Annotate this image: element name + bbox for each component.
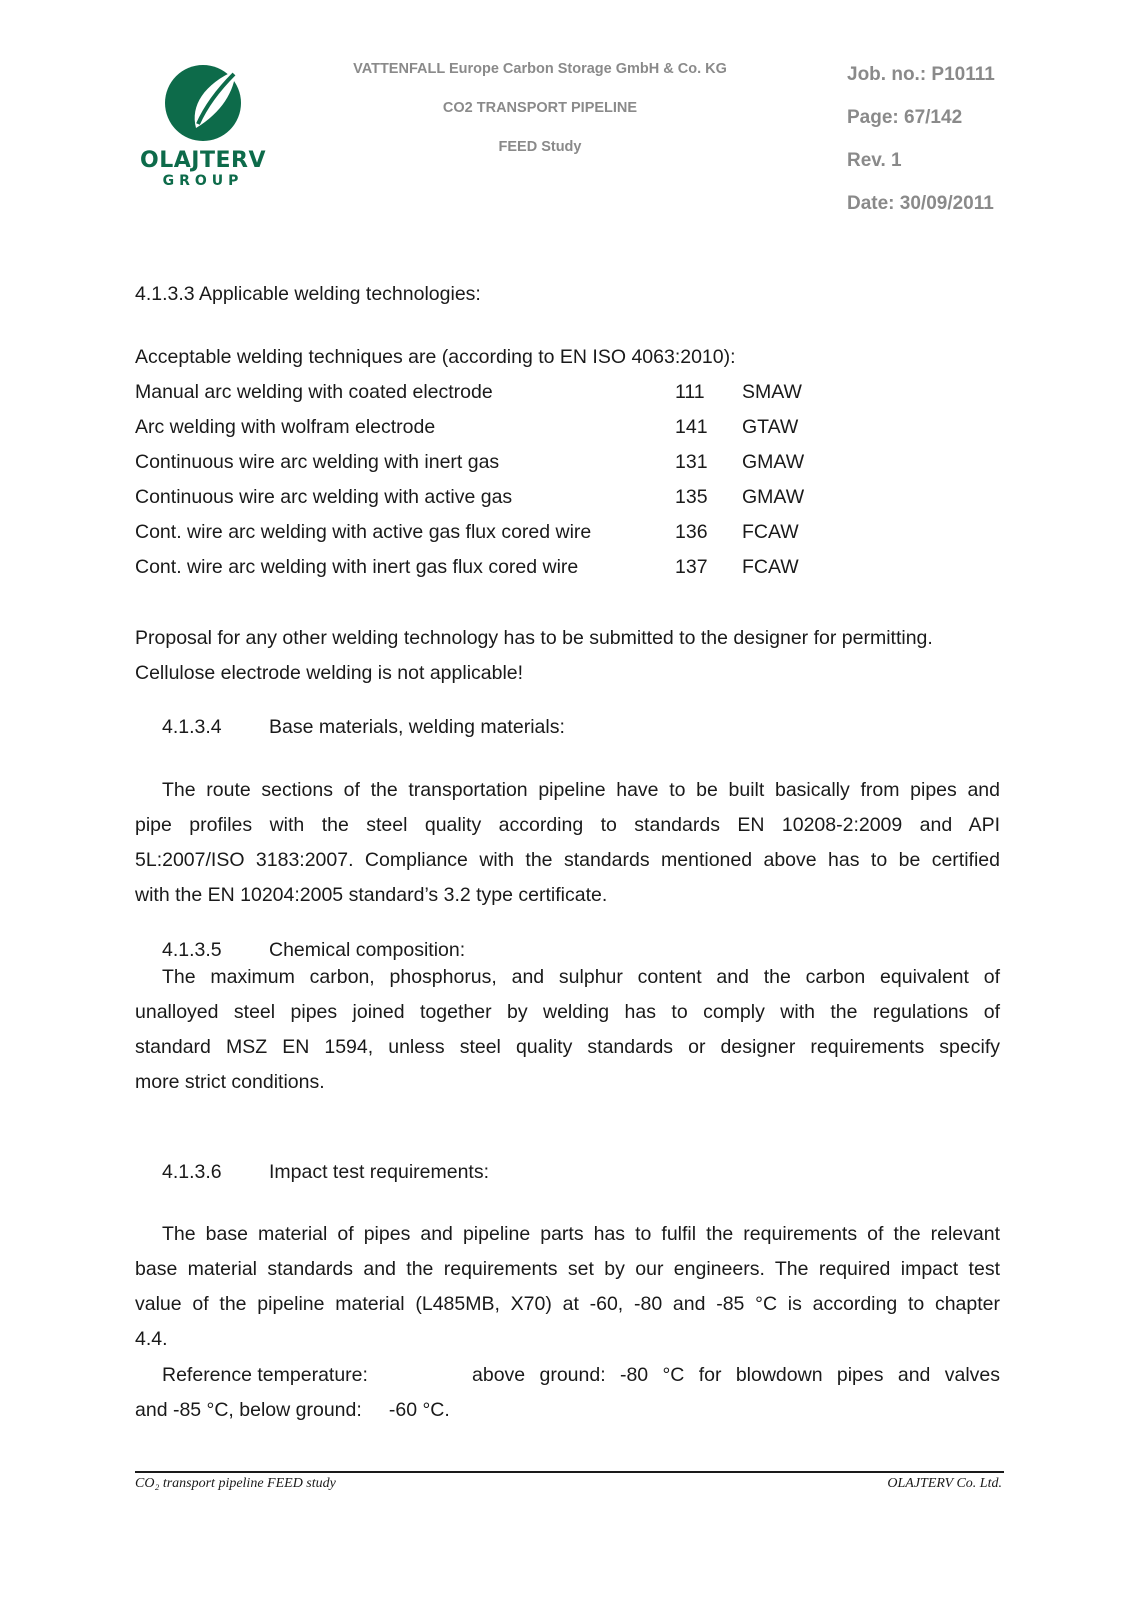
technique-name: Arc welding with wolfram electrode xyxy=(135,416,436,438)
page-number: Page: 67/142 xyxy=(847,107,963,128)
section-number: 4.1.3.4 xyxy=(162,716,222,738)
table-row xyxy=(135,479,855,515)
section-title: Base materials, welding materials: xyxy=(269,716,565,738)
table-row xyxy=(135,549,855,585)
technique-abbr: GMAW xyxy=(742,451,805,473)
section-436-heading xyxy=(162,1154,762,1190)
section-title: Impact test requirements: xyxy=(269,1161,490,1183)
section-433-title: 4.1.3.3 Applicable welding technologies: xyxy=(135,283,481,305)
paragraph-line: value of the pipeline material (L485MB, X70) at -60, -80 and -85 °C is according to chapter xyxy=(135,1293,1000,1315)
paragraph-line: unalloyed steel pipes joined together by welding has to comply with the regulations of xyxy=(135,1001,1000,1023)
section-number: 4.1.3.5 xyxy=(162,939,222,961)
footer-right: OLAJTERV Co. Ltd. xyxy=(887,1476,1002,1491)
olajterv-logo xyxy=(138,62,268,192)
technique-name: Cont. wire arc welding with active gas flux cored wire xyxy=(135,521,592,543)
document-date: Date: 30/09/2011 xyxy=(847,193,994,214)
technique-name: Cont. wire arc welding with inert gas flux cored wire xyxy=(135,556,579,578)
technique-code: 137 xyxy=(675,556,708,578)
technique-abbr: GMAW xyxy=(742,486,805,508)
paragraph-line: 5L:2007/ISO 3183:2007. Compliance with the standards mentioned above has to be certified xyxy=(135,849,1000,871)
paragraph-line: pipe profiles with the steel quality according to standards EN 10208-2:2009 and API xyxy=(135,814,1000,836)
footer-left: CO₂ transport pipeline FEED study xyxy=(135,1476,336,1491)
technique-code: 136 xyxy=(675,521,708,543)
paragraph-line: more strict conditions. xyxy=(135,1071,325,1093)
table-row xyxy=(135,409,855,445)
welding-intro: Acceptable welding techniques are (according to EN ISO 4063:2010): xyxy=(135,346,736,368)
reference-temperature-line2: and -85 °C, below ground: -60 °C. xyxy=(135,1399,450,1421)
technique-abbr: FCAW xyxy=(742,521,799,543)
paragraph-line: The route sections of the transportation pipeline have to be built basically from pipes and xyxy=(162,779,1000,801)
technique-code: 141 xyxy=(675,416,708,438)
study-name: FEED Study xyxy=(498,139,582,155)
paragraph-line: The base material of pipes and pipeline parts has to fulfil the requirements of the relevant xyxy=(162,1223,1000,1245)
cellulose-note: Cellulose electrode welding is not applicable! xyxy=(135,662,524,684)
job-number: Job. no.: P10111 xyxy=(847,64,995,85)
technique-name: Continuous wire arc welding with active gas xyxy=(135,486,513,508)
revision: Rev. 1 xyxy=(847,150,902,171)
technique-code: 111 xyxy=(675,381,705,403)
reference-temperature-value: above ground: -80 °C for blowdown pipes and valves xyxy=(472,1364,1000,1386)
paragraph-line: standard MSZ EN 1594, unless steel quality standards or designer requirements specify xyxy=(135,1036,1000,1058)
company-name: VATTENFALL Europe Carbon Storage GmbH & Co. KG xyxy=(353,61,727,77)
technique-abbr: GTAW xyxy=(742,416,799,438)
footer-divider xyxy=(135,1471,1004,1473)
table-row xyxy=(135,374,855,410)
technique-code: 135 xyxy=(675,486,708,508)
logo-group: GROUP xyxy=(162,173,244,189)
project-name: CO2 TRANSPORT PIPELINE xyxy=(442,100,638,116)
paragraph-line: base material standards and the requirements set by our engineers. The required impact test xyxy=(135,1258,1000,1280)
technique-abbr: FCAW xyxy=(742,556,799,578)
proposal-text: Proposal for any other welding technology has to be submitted to the designer for permitting. xyxy=(135,627,933,649)
logo-name: OLAJTERV xyxy=(140,148,266,173)
technique-code: 131 xyxy=(675,451,708,473)
technique-abbr: SMAW xyxy=(742,381,802,403)
olajterv-leaf-logo-icon xyxy=(138,62,268,146)
section-434-heading xyxy=(162,709,762,745)
technique-name: Continuous wire arc welding with inert gas xyxy=(135,451,500,473)
paragraph-line: The maximum carbon, phosphorus, and sulphur content and the carbon equivalent of xyxy=(162,966,1000,988)
reference-temperature-label: Reference temperature: xyxy=(162,1364,368,1386)
table-row xyxy=(135,514,855,550)
paragraph-line: with the EN 10204:2005 standard’s 3.2 type certificate. xyxy=(135,884,608,906)
paragraph-line: 4.4. xyxy=(135,1328,168,1350)
table-row xyxy=(135,444,855,480)
technique-name: Manual arc welding with coated electrode xyxy=(135,381,493,403)
section-number: 4.1.3.6 xyxy=(162,1161,222,1183)
section-title: Chemical composition: xyxy=(269,939,466,961)
